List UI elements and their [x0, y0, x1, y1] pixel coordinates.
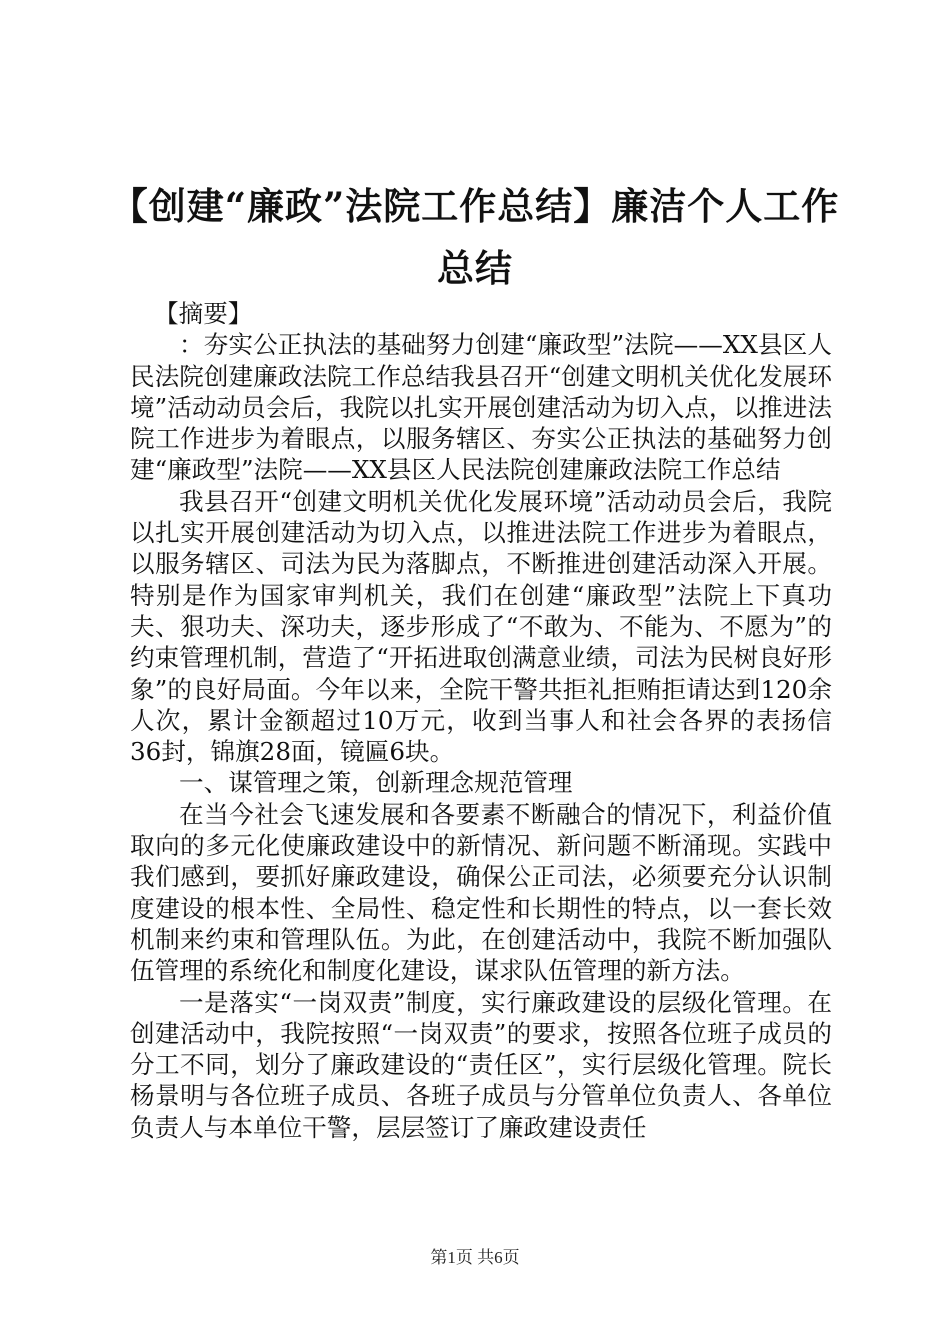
paragraph-summary: ：夯实公正执法的基础努力创建“廉政型”法院——XX县区人民法院创建廉政法院工作总结我县召开“创建文明机关优化发展环境”活动动员会后，我院以扎实开展创建活动为切入点，以推进法院工作进步为着眼点，以服务辖区、夯实公正执法的基础努力创建“廉政型”法院——XX县区人民法院创建廉政法院工作总结: [130, 330, 832, 485]
title-line-2: 总结: [437, 246, 513, 290]
title-line-1: 【创建“廉政”法院工作总结】廉洁个人工作: [110, 184, 840, 228]
section-heading-1: 一、谋管理之策，创新理念规范管理: [179, 768, 573, 798]
paragraph-intro: 我县召开“创建文明机关优化发展环境”活动动员会后，我院以扎实开展创建活动为切入点，以推进法院工作进步为着眼点，以服务辖区、司法为民为落脚点，不断推进创建活动深入开展。特别是作为国家审判机关，我们在创建“廉政型”法院上下真功夫、狠功夫、深功夫，逐步形成了“不敢为、不能为、不愿为”的约束管理机制，营造了“开拓进取创满意业绩，司法为民树良好形象”的良好局面。今年以来，全院干警共拒礼拒贿拒请达到120余人次，累计金额超过10万元，收到当事人和社会各界的表扬信36封，锦旗28面，镜匾6块。: [130, 486, 832, 767]
document-body: [130, 298, 832, 1143]
page-footer: 第1页 共6页: [430, 1248, 520, 1267]
summary-label: 【摘要】: [154, 299, 253, 328]
paragraph-point-1: 一是落实“一岗双责”制度，实行廉政建设的层级化管理。在创建活动中，我院按照“一岗双责”的要求，按照各位班子成员的分工不同，划分了廉政建设的“责任区”，实行层级化管理。院长杨景明与各位班子成员、各班子成员与分管单位负责人、各单位负责人与本单位干警，层层签订了廉政建设责任: [130, 987, 832, 1142]
document-title: [100, 178, 850, 296]
paragraph-section-1: 在当今社会飞速发展和各要素不断融合的情况下，利益价值取向的多元化使廉政建设中的新情况、新问题不断涌现。实践中我们感到，要抓好廉政建设，确保公正司法，必须要充分认识制度建设的根本性、全局性、稳定性和长期性的特点，以一套长效机制来约束和管理队伍。为此，在创建活动中，我院不断加强队伍管理的系统化和制度化建设，谋求队伍管理的新方法。: [130, 799, 832, 986]
